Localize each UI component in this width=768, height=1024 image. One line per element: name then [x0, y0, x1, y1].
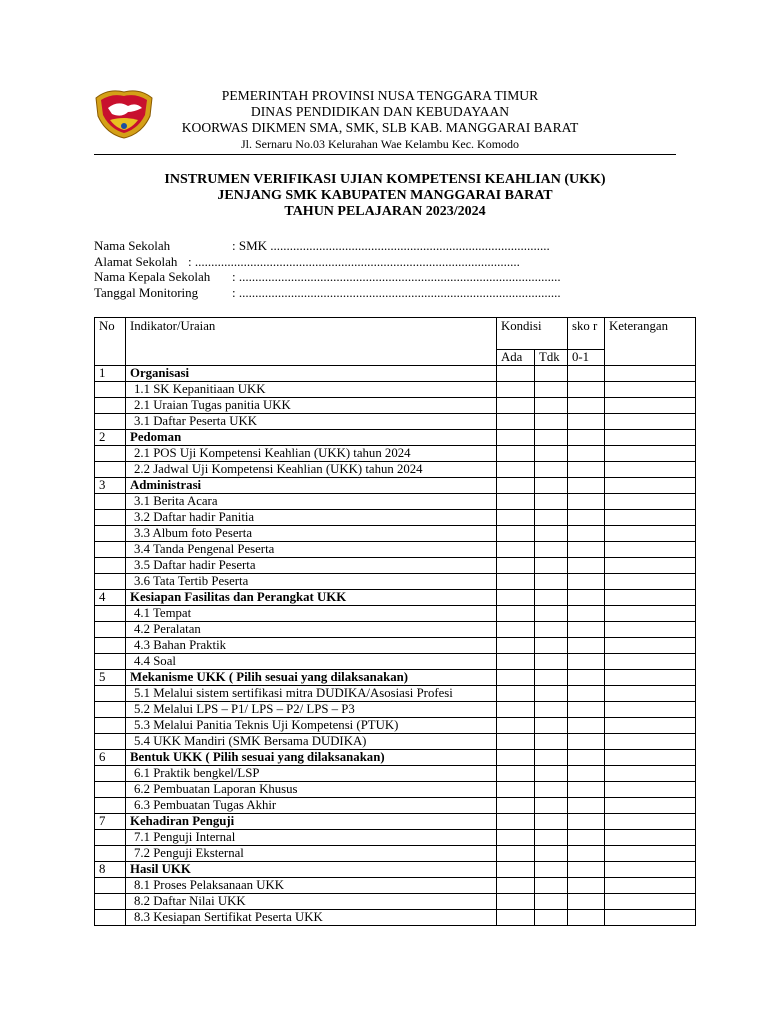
cell-ada[interactable]	[497, 830, 535, 846]
indicator-item: 3.6 Tata Tertib Peserta	[126, 574, 497, 590]
verification-table	[94, 317, 696, 926]
row-number-empty	[95, 398, 126, 414]
table-body	[95, 366, 696, 926]
cell-keterangan[interactable]	[605, 846, 696, 862]
cell-tdk[interactable]	[535, 830, 568, 846]
cell-tdk[interactable]	[535, 702, 568, 718]
info-row-tanggal-monitoring	[94, 285, 694, 301]
indicator-item: 5.3 Melalui Panitia Teknis Uji Kompetensi (PTUK)	[126, 718, 497, 734]
row-number: 4	[95, 590, 126, 606]
cell-tdk[interactable]	[535, 574, 568, 590]
indicator-item: 1.1 SK Kepanitiaan UKK	[126, 382, 497, 398]
letterhead	[160, 88, 600, 151]
letterhead-divider	[94, 154, 676, 155]
cell-ada[interactable]	[497, 574, 535, 590]
cell-tdk[interactable]	[535, 446, 568, 462]
title-line-3: TAHUN PELAJARAN 2023/2024	[284, 204, 486, 219]
cell-keterangan[interactable]	[605, 398, 696, 414]
cell-skor[interactable]	[568, 670, 605, 686]
indicator-item: 8.3 Kesiapan Sertifikat Peserta UKK	[126, 910, 497, 926]
cell-tdk[interactable]	[535, 478, 568, 494]
cell-ada[interactable]	[497, 446, 535, 462]
cell-keterangan[interactable]	[605, 430, 696, 446]
table-row	[95, 718, 696, 734]
header-indikator: Indikator/Uraian	[126, 318, 497, 366]
cell-keterangan[interactable]	[605, 526, 696, 542]
table-row	[95, 462, 696, 478]
row-number: 7	[95, 814, 126, 830]
cell-keterangan[interactable]	[605, 814, 696, 830]
cell-ada[interactable]	[497, 382, 535, 398]
cell-keterangan[interactable]	[605, 542, 696, 558]
cell-skor[interactable]	[568, 878, 605, 894]
title-line-1: INSTRUMEN VERIFIKASI UJIAN KOMPETENSI KEAHLIAN (UKK)	[164, 172, 606, 187]
cell-skor[interactable]	[568, 830, 605, 846]
indicator-item: 5.1 Melalui sistem sertifikasi mitra DUDIKA/Asosiasi Profesi	[126, 686, 497, 702]
cell-skor[interactable]	[568, 414, 605, 430]
table-row-group	[95, 366, 696, 382]
info-row-kepala-sekolah	[94, 269, 694, 285]
indicator-item: 4.3 Bahan Praktik	[126, 638, 497, 654]
cell-skor[interactable]	[568, 638, 605, 654]
cell-keterangan[interactable]	[605, 638, 696, 654]
row-number-empty	[95, 494, 126, 510]
cell-tdk[interactable]	[535, 750, 568, 766]
cell-tdk[interactable]	[535, 622, 568, 638]
table-row	[95, 910, 696, 926]
info-row-nama-sekolah	[94, 238, 694, 254]
cell-skor[interactable]	[568, 622, 605, 638]
cell-ada[interactable]	[497, 718, 535, 734]
row-number-empty	[95, 846, 126, 862]
cell-keterangan[interactable]	[605, 574, 696, 590]
group-title: Organisasi	[126, 366, 497, 382]
cell-skor[interactable]	[568, 718, 605, 734]
row-number-empty	[95, 702, 126, 718]
cell-keterangan[interactable]	[605, 798, 696, 814]
table-row	[95, 702, 696, 718]
table-row	[95, 510, 696, 526]
cell-tdk[interactable]	[535, 542, 568, 558]
provincial-emblem-logo	[92, 86, 156, 140]
cell-skor[interactable]	[568, 430, 605, 446]
cell-ada[interactable]	[497, 478, 535, 494]
indicator-item: 2.1 Uraian Tugas panitia UKK	[126, 398, 497, 414]
header-ada: Ada	[497, 350, 535, 366]
group-title: Kesiapan Fasilitas dan Perangkat UKK	[126, 590, 497, 606]
indicator-item: 6.1 Praktik bengkel/LSP	[126, 766, 497, 782]
cell-tdk[interactable]	[535, 878, 568, 894]
header-skor-range: 0-1	[568, 350, 605, 366]
table-row	[95, 894, 696, 910]
indicator-item: 3.2 Daftar hadir Panitia	[126, 510, 497, 526]
table-row	[95, 638, 696, 654]
cell-tdk[interactable]	[535, 894, 568, 910]
cell-keterangan[interactable]	[605, 558, 696, 574]
header-tdk: Tdk	[535, 350, 568, 366]
indicator-item: 8.1 Proses Pelaksanaan UKK	[126, 878, 497, 894]
table-row	[95, 526, 696, 542]
row-number-empty	[95, 622, 126, 638]
table-row-group	[95, 590, 696, 606]
indicator-item: 3.1 Berita Acara	[126, 494, 497, 510]
row-number-empty	[95, 782, 126, 798]
indicator-item: 3.1 Daftar Peserta UKK	[126, 414, 497, 430]
table-row	[95, 414, 696, 430]
cell-skor[interactable]	[568, 894, 605, 910]
cell-tdk[interactable]	[535, 494, 568, 510]
cell-skor[interactable]	[568, 766, 605, 782]
cell-skor[interactable]	[568, 798, 605, 814]
cell-keterangan[interactable]	[605, 622, 696, 638]
indicator-item: 2.2 Jadwal Uji Kompetensi Keahlian (UKK) tahun 2024	[126, 462, 497, 478]
cell-ada[interactable]	[497, 606, 535, 622]
cell-ada[interactable]	[497, 782, 535, 798]
row-number-empty	[95, 734, 126, 750]
cell-ada[interactable]	[497, 558, 535, 574]
cell-skor[interactable]	[568, 814, 605, 830]
table-row	[95, 542, 696, 558]
table-row	[95, 574, 696, 590]
indicator-item: 3.5 Daftar hadir Peserta	[126, 558, 497, 574]
cell-tdk[interactable]	[535, 398, 568, 414]
cell-skor[interactable]	[568, 382, 605, 398]
cell-skor[interactable]	[568, 574, 605, 590]
letterhead-line-1: PEMERINTAH PROVINSI NUSA TENGGARA TIMUR	[221, 88, 539, 103]
row-number-empty	[95, 558, 126, 574]
table-row	[95, 878, 696, 894]
cell-ada[interactable]	[497, 590, 535, 606]
cell-keterangan[interactable]	[605, 654, 696, 670]
cell-tdk[interactable]	[535, 686, 568, 702]
table-row	[95, 830, 696, 846]
table-row	[95, 734, 696, 750]
value-tanggal-monitoring[interactable]: : ...................................................................................................	[232, 284, 561, 300]
cell-tdk[interactable]	[535, 670, 568, 686]
cell-tdk[interactable]	[535, 814, 568, 830]
group-title: Kehadiran Penguji	[126, 814, 497, 830]
cell-ada[interactable]	[497, 702, 535, 718]
indicator-item: 6.3 Pembuatan Tugas Akhir	[126, 798, 497, 814]
group-title: Administrasi	[126, 478, 497, 494]
row-number-empty	[95, 462, 126, 478]
indicator-item: 4.2 Peralatan	[126, 622, 497, 638]
table-row-group	[95, 814, 696, 830]
title-line-2: JENJANG SMK KABUPATEN MANGGARAI BARAT	[217, 188, 553, 203]
cell-ada[interactable]	[497, 814, 535, 830]
cell-skor[interactable]	[568, 606, 605, 622]
row-number-empty	[95, 446, 126, 462]
cell-keterangan[interactable]	[605, 750, 696, 766]
row-number-empty	[95, 830, 126, 846]
table-row	[95, 558, 696, 574]
table-row	[95, 606, 696, 622]
cell-keterangan[interactable]	[605, 830, 696, 846]
letterhead-line-3: KOORWAS DIKMEN SMA, SMK, SLB KAB. MANGGARAI BARAT	[181, 120, 579, 135]
row-number-empty	[95, 894, 126, 910]
cell-ada[interactable]	[497, 846, 535, 862]
label-nama-sekolah: Nama Sekolah	[94, 238, 171, 253]
row-number-empty	[95, 574, 126, 590]
row-number: 5	[95, 670, 126, 686]
cell-tdk[interactable]	[535, 590, 568, 606]
cell-ada[interactable]	[497, 622, 535, 638]
cell-keterangan[interactable]	[605, 462, 696, 478]
row-number-empty	[95, 798, 126, 814]
row-number-empty	[95, 542, 126, 558]
row-number-empty	[95, 910, 126, 926]
indicator-item: 4.1 Tempat	[126, 606, 497, 622]
table-row	[95, 382, 696, 398]
cell-skor[interactable]	[568, 750, 605, 766]
header-keterangan: Keterangan	[605, 318, 696, 366]
row-number-empty	[95, 638, 126, 654]
cell-skor[interactable]	[568, 542, 605, 558]
cell-ada[interactable]	[497, 430, 535, 446]
cell-ada[interactable]	[497, 638, 535, 654]
cell-ada[interactable]	[497, 398, 535, 414]
cell-tdk[interactable]	[535, 382, 568, 398]
info-row-alamat-sekolah	[94, 254, 694, 270]
cell-skor[interactable]	[568, 398, 605, 414]
table-row	[95, 446, 696, 462]
value-nama-sekolah[interactable]: : SMK ......................................................................................	[232, 238, 550, 253]
group-title: Mekanisme UKK ( Pilih sesuai yang dilaksanakan)	[126, 670, 497, 686]
cell-tdk[interactable]	[535, 766, 568, 782]
letterhead-line-2: DINAS PENDIDIKAN DAN KEBUDAYAAN	[250, 104, 510, 119]
cell-skor[interactable]	[568, 590, 605, 606]
cell-skor[interactable]	[568, 654, 605, 670]
cell-ada[interactable]	[497, 526, 535, 542]
cell-ada[interactable]	[497, 734, 535, 750]
indicator-item: 4.4 Soal	[126, 654, 497, 670]
row-number-empty	[95, 606, 126, 622]
cell-skor[interactable]	[568, 686, 605, 702]
cell-tdk[interactable]	[535, 510, 568, 526]
table-row-group	[95, 862, 696, 878]
indicator-item: 5.4 UKK Mandiri (SMK Bersama DUDIKA)	[126, 734, 497, 750]
cell-ada[interactable]	[497, 798, 535, 814]
label-tanggal-monitoring: Tanggal Monitoring	[94, 284, 199, 300]
cell-ada[interactable]	[497, 862, 535, 878]
table-row	[95, 766, 696, 782]
cell-ada[interactable]	[497, 510, 535, 526]
cell-keterangan[interactable]	[605, 894, 696, 910]
label-alamat-sekolah: Alamat Sekolah	[94, 253, 178, 269]
cell-tdk[interactable]	[535, 606, 568, 622]
table-header-row	[95, 318, 696, 350]
cell-ada[interactable]	[497, 750, 535, 766]
cell-tdk[interactable]	[535, 462, 568, 478]
cell-skor[interactable]	[568, 510, 605, 526]
row-number: 1	[95, 366, 126, 382]
cell-keterangan[interactable]	[605, 910, 696, 926]
cell-keterangan[interactable]	[605, 734, 696, 750]
cell-tdk[interactable]	[535, 526, 568, 542]
cell-keterangan[interactable]	[605, 446, 696, 462]
row-number-empty	[95, 718, 126, 734]
cell-keterangan[interactable]	[605, 878, 696, 894]
table-row	[95, 798, 696, 814]
cell-ada[interactable]	[497, 494, 535, 510]
cell-tdk[interactable]	[535, 654, 568, 670]
table-row-group	[95, 430, 696, 446]
cell-keterangan[interactable]	[605, 782, 696, 798]
cell-keterangan[interactable]	[605, 718, 696, 734]
cell-ada[interactable]	[497, 414, 535, 430]
indicator-item: 6.2 Pembuatan Laporan Khusus	[126, 782, 497, 798]
cell-skor[interactable]	[568, 366, 605, 382]
cell-keterangan[interactable]	[605, 686, 696, 702]
cell-ada[interactable]	[497, 894, 535, 910]
cell-skor[interactable]	[568, 558, 605, 574]
cell-tdk[interactable]	[535, 430, 568, 446]
value-alamat-sekolah[interactable]: : ....................................................................................................	[188, 253, 520, 269]
table-row	[95, 654, 696, 670]
indicator-item: 7.1 Penguji Internal	[126, 830, 497, 846]
cell-keterangan[interactable]	[605, 494, 696, 510]
row-number-empty	[95, 654, 126, 670]
cell-skor[interactable]	[568, 702, 605, 718]
cell-skor[interactable]	[568, 494, 605, 510]
row-number-empty	[95, 526, 126, 542]
cell-keterangan[interactable]	[605, 478, 696, 494]
indicator-item: 3.4 Tanda Pengenal Peserta	[126, 542, 497, 558]
group-title: Pedoman	[126, 430, 497, 446]
cell-tdk[interactable]	[535, 846, 568, 862]
cell-tdk[interactable]	[535, 910, 568, 926]
cell-ada[interactable]	[497, 366, 535, 382]
cell-keterangan[interactable]	[605, 382, 696, 398]
cell-ada[interactable]	[497, 910, 535, 926]
header-no: No	[95, 318, 126, 366]
cell-keterangan[interactable]	[605, 862, 696, 878]
row-number: 6	[95, 750, 126, 766]
indicator-item: 3.3 Album foto Peserta	[126, 526, 497, 542]
cell-skor[interactable]	[568, 734, 605, 750]
cell-keterangan[interactable]	[605, 414, 696, 430]
row-number-empty	[95, 510, 126, 526]
letterhead-address: Jl. Sernaru No.03 Kelurahan Wae Kelambu Kec. Komodo	[240, 137, 520, 151]
cell-ada[interactable]	[497, 766, 535, 782]
school-info	[94, 238, 694, 300]
header-skor: sko r	[568, 318, 605, 350]
cell-tdk[interactable]	[535, 718, 568, 734]
cell-skor[interactable]	[568, 526, 605, 542]
group-title: Hasil UKK	[126, 862, 497, 878]
value-kepala-sekolah[interactable]: : ...................................................................................................	[232, 269, 561, 284]
cell-tdk[interactable]	[535, 862, 568, 878]
cell-keterangan[interactable]	[605, 670, 696, 686]
row-number-empty	[95, 878, 126, 894]
cell-skor[interactable]	[568, 910, 605, 926]
group-title: Bentuk UKK ( Pilih sesuai yang dilaksanakan)	[126, 750, 497, 766]
indicator-item: 2.1 POS Uji Kompetensi Keahlian (UKK) tahun 2024	[126, 446, 497, 462]
table-row-group	[95, 670, 696, 686]
cell-tdk[interactable]	[535, 366, 568, 382]
document-title	[94, 172, 676, 220]
cell-keterangan[interactable]	[605, 702, 696, 718]
cell-keterangan[interactable]	[605, 590, 696, 606]
cell-keterangan[interactable]	[605, 366, 696, 382]
cell-skor[interactable]	[568, 846, 605, 862]
cell-keterangan[interactable]	[605, 766, 696, 782]
row-number: 2	[95, 430, 126, 446]
table-row	[95, 846, 696, 862]
cell-skor[interactable]	[568, 862, 605, 878]
cell-ada[interactable]	[497, 462, 535, 478]
cell-tdk[interactable]	[535, 798, 568, 814]
table-row	[95, 622, 696, 638]
row-number-empty	[95, 686, 126, 702]
row-number: 3	[95, 478, 126, 494]
cell-tdk[interactable]	[535, 414, 568, 430]
cell-keterangan[interactable]	[605, 510, 696, 526]
row-number-empty	[95, 414, 126, 430]
cell-ada[interactable]	[497, 670, 535, 686]
table-row-group	[95, 750, 696, 766]
cell-ada[interactable]	[497, 878, 535, 894]
indicator-item: 8.2 Daftar Nilai UKK	[126, 894, 497, 910]
cell-ada[interactable]	[497, 654, 535, 670]
cell-ada[interactable]	[497, 542, 535, 558]
cell-tdk[interactable]	[535, 638, 568, 654]
cell-skor[interactable]	[568, 782, 605, 798]
cell-ada[interactable]	[497, 686, 535, 702]
cell-skor[interactable]	[568, 446, 605, 462]
cell-tdk[interactable]	[535, 734, 568, 750]
table-row	[95, 494, 696, 510]
table-row	[95, 782, 696, 798]
cell-keterangan[interactable]	[605, 606, 696, 622]
row-number-empty	[95, 766, 126, 782]
cell-skor[interactable]	[568, 462, 605, 478]
row-number-empty	[95, 382, 126, 398]
indicator-item: 7.2 Penguji Eksternal	[126, 846, 497, 862]
cell-tdk[interactable]	[535, 558, 568, 574]
table-row	[95, 686, 696, 702]
header-kondisi: Kondisi	[497, 318, 568, 350]
indicator-item: 5.2 Melalui LPS – P1/ LPS – P2/ LPS – P3	[126, 702, 497, 718]
cell-skor[interactable]	[568, 478, 605, 494]
cell-tdk[interactable]	[535, 782, 568, 798]
table-row	[95, 398, 696, 414]
row-number: 8	[95, 862, 126, 878]
label-kepala-sekolah: Nama Kepala Sekolah	[94, 269, 211, 284]
table-row-group	[95, 478, 696, 494]
